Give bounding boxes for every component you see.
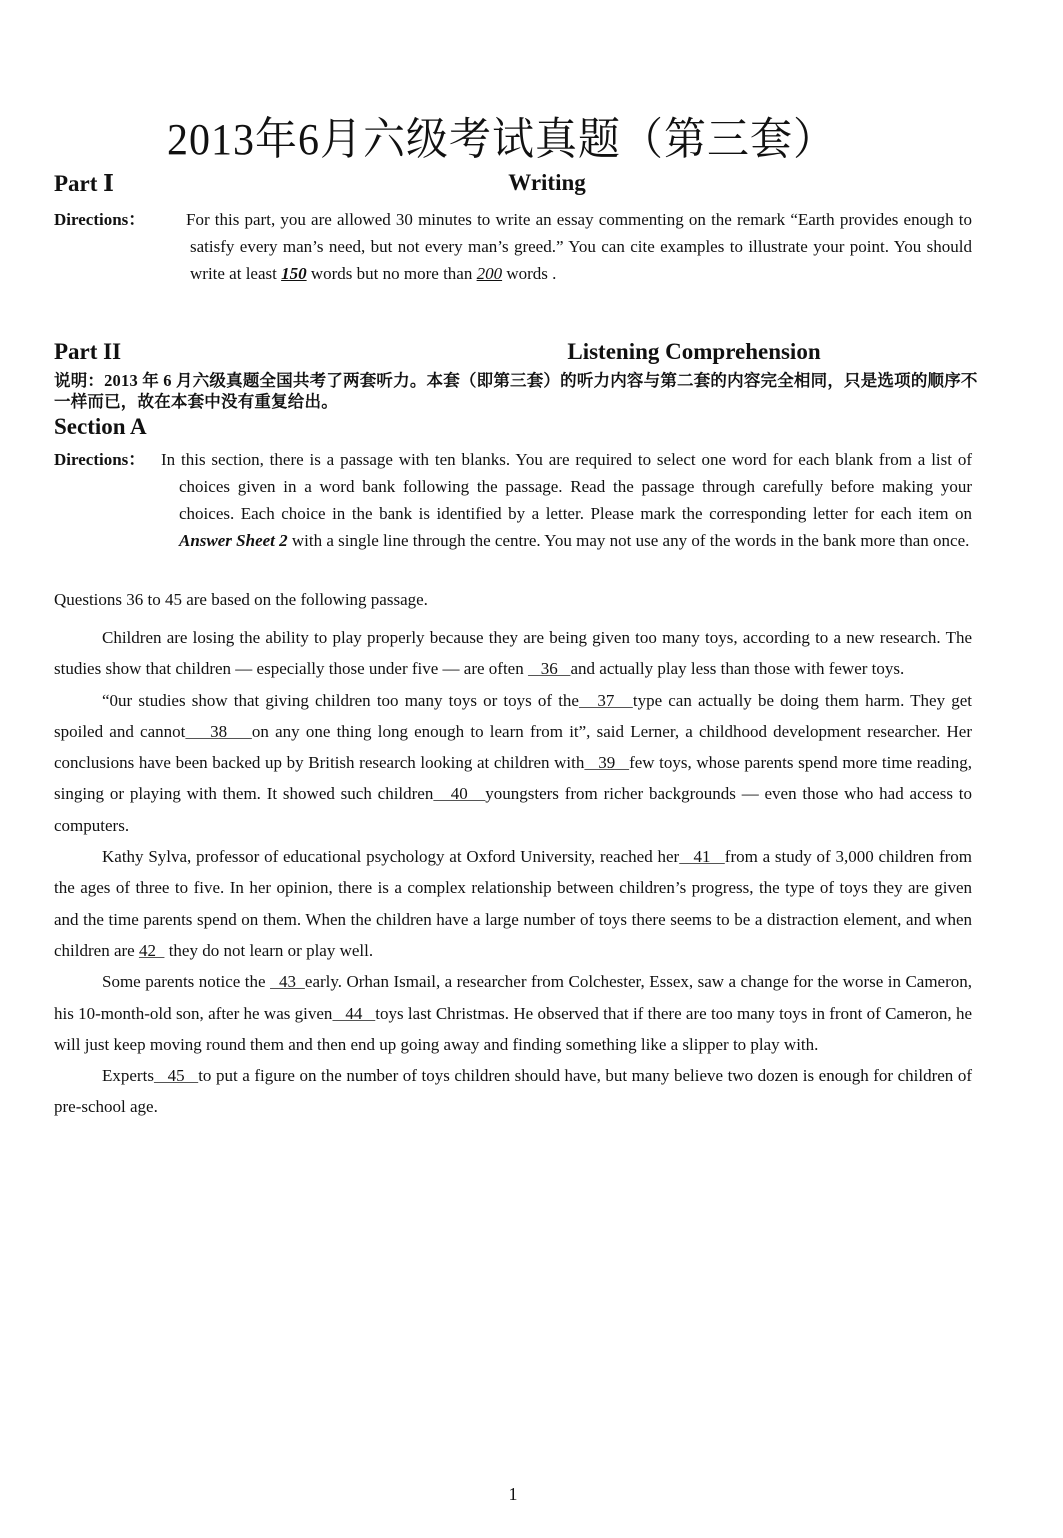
- page-number: 1: [508, 1484, 518, 1504]
- part1-heading: Writing: [508, 170, 586, 195]
- blank-45: 45: [153, 1066, 199, 1086]
- passage-text: and actually play less than those with fewer toys.: [570, 659, 905, 679]
- part1-directions: [54, 206, 972, 287]
- directions-label: Directions：: [54, 210, 146, 229]
- min-words: 150: [281, 264, 307, 283]
- part2-heading: Listening Comprehension: [567, 339, 821, 364]
- directions-text: with a single line through the centre. You may not use any of the words in the bank more than once.: [287, 531, 970, 550]
- passage-text: type can actually be doing them harm. They get spoiled and cannot: [54, 690, 973, 741]
- passage-text: Some parents notice the: [102, 972, 271, 992]
- max-words: 200: [476, 264, 503, 283]
- passage-text: toys last Christmas. He observed that if there are too many toys in front of Cameron, he will just keep moving round them and then end up going away and finding something like a slipper to play with.: [54, 1003, 972, 1054]
- blank-38: 38: [185, 721, 252, 741]
- passage-text: few toys, whose parents spend more time reading, singing or playing with them. It showed such children: [54, 753, 972, 804]
- directions-label: Directions：: [54, 450, 146, 469]
- part1-label: Part Ⅰ: [54, 171, 114, 196]
- blank-44: 44: [332, 1003, 376, 1023]
- answer-sheet-ref: Answer Sheet 2: [179, 531, 288, 550]
- passage-paragraph-4: [54, 966, 972, 1060]
- blank-43: 43: [270, 972, 305, 992]
- part1-directions-text: [54, 206, 972, 287]
- passage-text: to put a figure on the number of toys children should have, but many believe two dozen is enough for children of pre-school age.: [54, 1066, 973, 1117]
- blank-37: 37: [578, 690, 633, 710]
- blank-41: 41: [679, 847, 725, 867]
- passage-text: Kathy Sylva, professor of educational psychology at Oxford University, reached her: [102, 847, 680, 867]
- passage-text: from a study of 3,000 children from the ages of three to five. In her opinion, there is a complex relationship between children’s progress, the type of toys they are given and the time parents spend on them. When the children have a large number of toys there seems to be a distraction element, and when children are: [54, 847, 972, 960]
- passage-text: “0ur studies show that giving children too many toys or toys of the: [102, 690, 579, 710]
- passage-text: youngsters from richer backgrounds — even those who had access to computers.: [54, 784, 972, 835]
- part2-note: 说明：2013 年 6 月六级真题全国共考了两套听力。本套（即第三套）的听力内容与第二套的内容完全相同，只是选项的顺序不一样而已，故在本套中没有重复给出。: [54, 371, 978, 411]
- section-a-heading: Section A: [54, 414, 147, 439]
- document-title: 2013年6月六级考试真题（第三套）: [166, 116, 836, 165]
- questions-line: Questions 36 to 45 are based on the following passage.: [54, 590, 428, 609]
- passage-paragraph-3: [54, 841, 972, 966]
- section-a-directions-text: [54, 446, 972, 554]
- blank-36: 36: [527, 659, 571, 679]
- passage-paragraph-5: [54, 1060, 972, 1123]
- directions-text: words but no more than: [306, 264, 477, 283]
- passage-text: they do not learn or play well.: [164, 940, 374, 960]
- part2-label: Part II: [54, 339, 122, 364]
- directions-text: words .: [502, 264, 557, 283]
- section-a-directions: [54, 446, 972, 554]
- directions-text: In this section, there is a passage with ten blanks. You are required to select one word for each blank from a list of choices given in a word bank following the passage. Read the passage through carefully before making your choices. Each choice in the bank is identified by a letter. Please mark the corresponding letter for each item on: [161, 450, 972, 523]
- blank-39: 39: [584, 753, 630, 773]
- passage-paragraph-1: [54, 622, 972, 685]
- passage: [54, 622, 972, 1123]
- directions-text: For this part, you are allowed 30 minutes to write an essay commenting on the remark “Earth provides enough to satisfy every man’s need, but not every man’s greed.” You can cite examples to illustrate your point. You should write at least: [186, 210, 972, 283]
- passage-text: Experts: [102, 1066, 154, 1086]
- blank-42: 42: [138, 940, 165, 960]
- passage-text: Children are losing the ability to play properly because they are being given too many toys, according to a new research. The studies show that children — especially those under five — are often: [54, 628, 972, 679]
- passage-text: early. Orhan Ismail, a researcher from Colchester, Essex, saw a change for the worse in Cameron, his 10-month-old son, after he was given: [54, 972, 973, 1023]
- blank-40: 40: [433, 784, 486, 804]
- passage-text: on any one thing long enough to learn from it”, said Lerner, a childhood development researcher. Her conclusions have been backed up by British research looking at children with: [54, 721, 972, 773]
- passage-paragraph-2: [54, 685, 972, 841]
